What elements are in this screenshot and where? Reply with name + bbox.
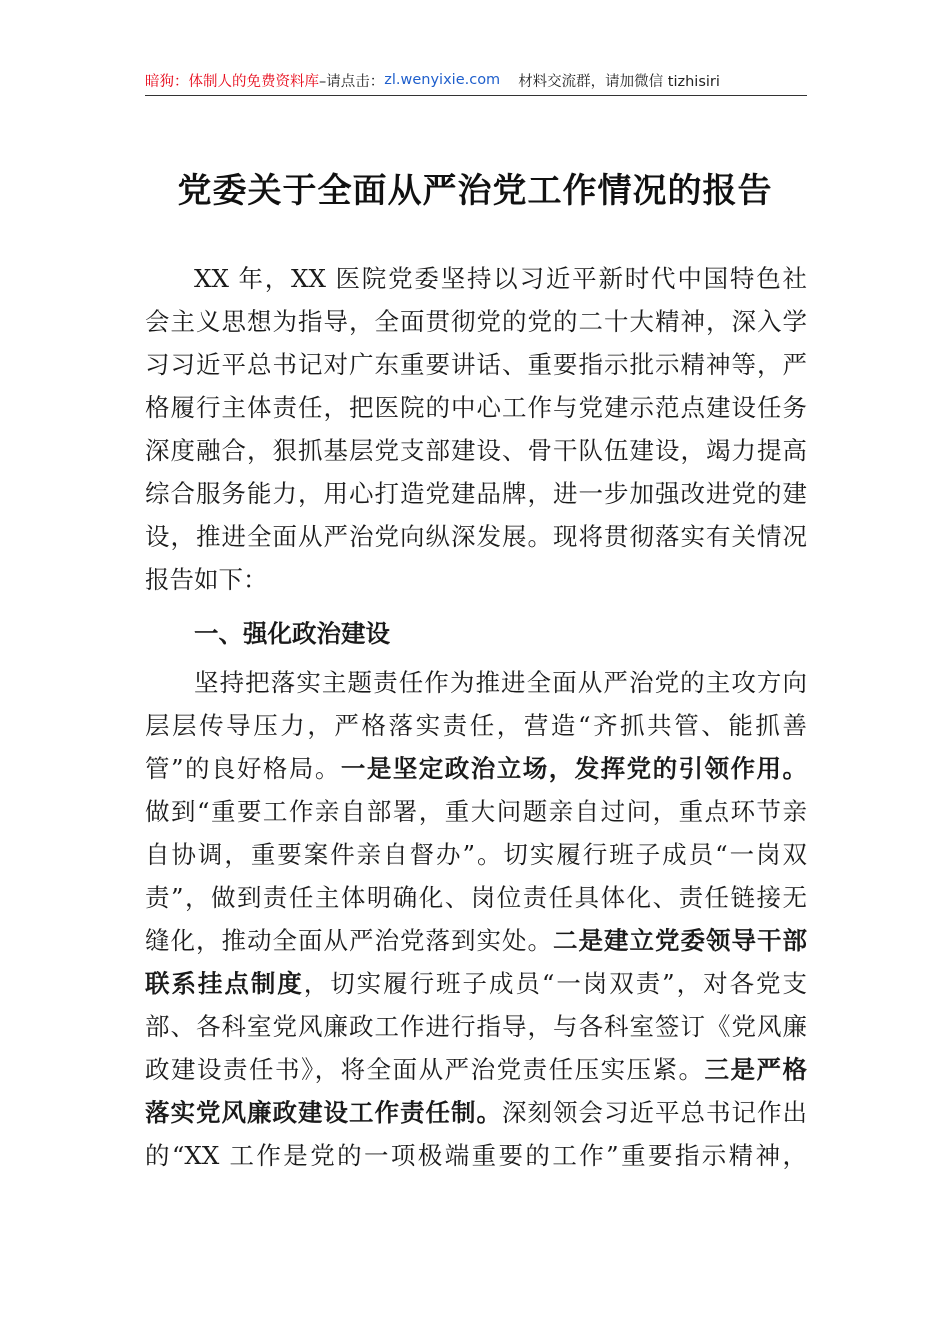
- bold-point: 一是坚定政治立场，发挥党的引领作用。: [340, 754, 807, 783]
- body-line: 坚持把落实主题责任作为推进全面从严治党的主攻方向: [194, 668, 807, 697]
- header-group-note: 材料交流群，请加微信 tizhisiri: [518, 73, 720, 90]
- intro-line: 设，推进全面从严治党向纵深发展。现将贯彻落实有关情况: [145, 522, 807, 551]
- body-text: 管”的良好格局。: [145, 754, 341, 783]
- bold-point: 联系挂点制度: [145, 969, 304, 998]
- body-line: 的“XX 工作是党的一项极端重要的工作”重要指示精神，: [145, 1141, 807, 1170]
- body-text: 政建设责任书》，将全面从严治党责任压实压紧。: [145, 1055, 705, 1084]
- bold-point: 三是严格: [704, 1055, 808, 1084]
- intro-line: XX 年，XX 医院党委坚持以习近平新时代中国特色社: [194, 264, 807, 293]
- intro-line: 习习近平总书记对广东重要讲话、重要指示批示精神等，严: [145, 350, 807, 379]
- body-line: 自协调，重要案件亲自督办”。切实履行班子成员“一岗双: [145, 840, 807, 869]
- body-text: 深刻领会习近平总书记作出: [502, 1098, 807, 1127]
- intro-line: 会主义思想为指导，全面贯彻党的党的二十大精神，深入学: [145, 307, 807, 336]
- body-text: 缝化，推动全面从严治党落到实处。: [145, 926, 553, 955]
- intro-line: 综合服务能力，用心打造党建品牌，进一步加强改进党的建: [145, 479, 807, 508]
- body-line: [145, 1093, 807, 1133]
- header-site-name: 暗狗：体制人的免费资料库: [145, 73, 319, 90]
- body-line: [145, 749, 807, 789]
- body-line: 做到“重要工作亲自部署，重大问题亲自过问，重点环节亲: [145, 797, 807, 826]
- bold-point: 二是建立党委领导干部: [553, 926, 807, 955]
- body-line: [145, 921, 807, 961]
- section-heading: 一、强化政治建设: [194, 619, 390, 648]
- body-line: [145, 964, 807, 1004]
- body-line: 部、各科室党风廉政工作进行指导，与各科室签订《党风廉: [145, 1012, 807, 1041]
- document-title: 党委关于全面从严治党工作情况的报告: [177, 171, 773, 211]
- header-link[interactable]: zl.wenyixie.com: [384, 72, 501, 88]
- body-line: 责”，做到责任主体明确化、岗位责任具体化、责任链接无: [145, 883, 807, 912]
- body-text: ，切实履行班子成员“一岗双责”，对各党支: [303, 969, 807, 998]
- watermark-header: [145, 66, 805, 94]
- intro-line: 深度融合，狠抓基层党支部建设、骨干队伍建设，竭力提高: [145, 436, 807, 465]
- body-line: [145, 1050, 807, 1090]
- body-line: 层层传导压力，严格落实责任，营造“齐抓共管、能抓善: [145, 711, 807, 740]
- header-prompt: –请点击：: [319, 73, 385, 90]
- intro-line: 报告如下：: [145, 565, 268, 594]
- header-divider: [145, 95, 807, 96]
- bold-point: 落实党风廉政建设工作责任制。: [145, 1098, 502, 1127]
- intro-line: 格履行主体责任，把医院的中心工作与党建示范点建设任务: [145, 393, 807, 422]
